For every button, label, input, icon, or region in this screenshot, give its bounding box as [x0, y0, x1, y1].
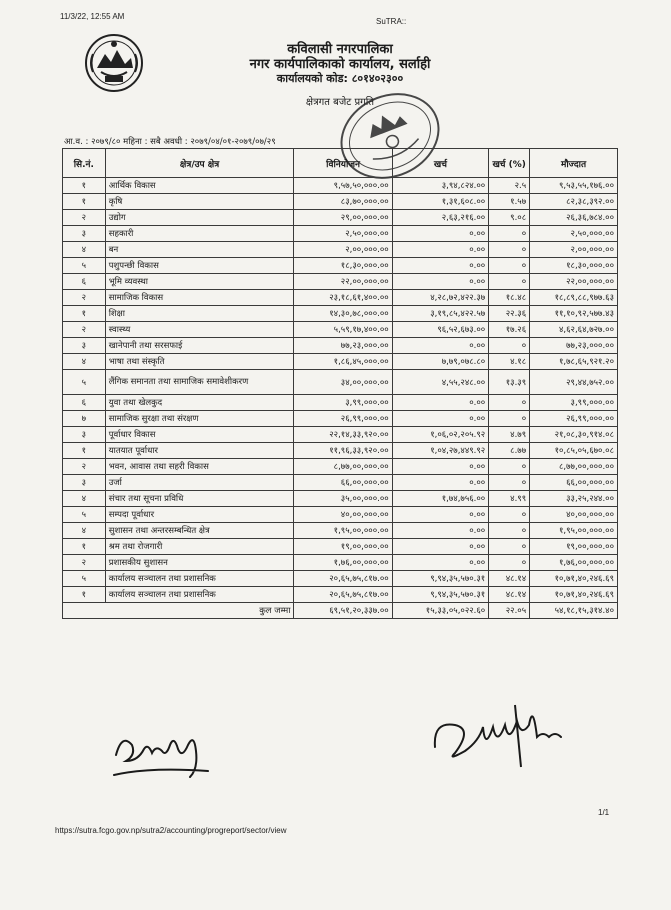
- row-appropriation: ९,५७,५०,०००.००: [294, 178, 392, 194]
- row-expenditure: ०.००: [392, 258, 489, 274]
- row-sn: २: [63, 290, 106, 306]
- row-balance: २९,४४,७५२.००: [530, 370, 618, 395]
- row-balance: ८२,३८,३९२.००: [530, 194, 618, 210]
- row-expenditure-pct: १३.३९: [489, 370, 530, 395]
- row-sector: कार्यालय सञ्चालन तथा प्रशासनिक: [105, 587, 294, 603]
- table-row: [63, 210, 618, 226]
- row-sn: १: [63, 178, 106, 194]
- row-sn: ५: [63, 507, 106, 523]
- row-expenditure-pct: ०: [489, 242, 530, 258]
- row-expenditure: ७,७९,०७८.८०: [392, 354, 489, 370]
- row-appropriation: २२,००,०००.००: [294, 274, 392, 290]
- report-filter: आ.व. : २०७९/८० महिना : सबै अवधी : २०७९/०४/०१-२०७९/०७/२९: [64, 137, 276, 147]
- row-appropriation: १८,३०,०००.००: [294, 258, 392, 274]
- table-row: [63, 459, 618, 475]
- row-sector: सहकारी: [105, 226, 294, 242]
- row-expenditure-pct: ०: [489, 411, 530, 427]
- row-appropriation: ३,९९,०००.००: [294, 395, 392, 411]
- row-expenditure: ९६,५२,६७३.००: [392, 322, 489, 338]
- row-sector: प्रशासकीय सुशासन: [105, 555, 294, 571]
- row-appropriation: २०,६५,७५,८१७.००: [294, 587, 392, 603]
- row-sn: २: [63, 555, 106, 571]
- total-appropriation: ६९,५१,२०,३३७.००: [294, 603, 392, 619]
- row-expenditure: १,०४,२७,४४९.९२: [392, 443, 489, 459]
- table-row: [63, 491, 618, 507]
- row-sn: ३: [63, 226, 106, 242]
- row-expenditure-pct: ८.७७: [489, 443, 530, 459]
- row-sector: कार्यालय सञ्चालन तथा प्रशासनिक: [105, 571, 294, 587]
- row-sector: आर्थिक विकास: [105, 178, 294, 194]
- print-app-name: SuTRA::: [376, 17, 407, 26]
- page-url: https://sutra.fcgo.gov.np/sutra2/accounting/progreport/sector/view: [55, 826, 287, 835]
- row-expenditure: १,०६,०२,२०५.९२: [392, 427, 489, 443]
- signature-left: [108, 715, 218, 785]
- row-balance: १९,००,०००.००: [530, 539, 618, 555]
- row-expenditure-pct: ०: [489, 226, 530, 242]
- row-expenditure-pct: १८.४८: [489, 290, 530, 306]
- row-expenditure-pct: ४८.१४: [489, 587, 530, 603]
- row-balance: ६६,००,०००.००: [530, 475, 618, 491]
- col-expenditure: खर्च: [392, 149, 489, 178]
- table-row: [63, 226, 618, 242]
- document-header: [160, 42, 520, 109]
- row-appropriation: २,००,०००.००: [294, 242, 392, 258]
- row-expenditure: ४,५५,२४८.००: [392, 370, 489, 395]
- col-sector: क्षेत्र/उप क्षेत्र: [105, 149, 294, 178]
- print-datetime: 11/3/22, 12:55 AM: [60, 12, 125, 21]
- row-expenditure: ०.००: [392, 459, 489, 475]
- row-expenditure: ०.००: [392, 226, 489, 242]
- row-sn: ४: [63, 523, 106, 539]
- row-balance: ३,९९,०००.००: [530, 395, 618, 411]
- row-sn: ५: [63, 370, 106, 395]
- row-expenditure-pct: ०: [489, 507, 530, 523]
- row-balance: ३३,२५,२४४.००: [530, 491, 618, 507]
- row-expenditure: ३,९४,८२४.००: [392, 178, 489, 194]
- row-expenditure-pct: १७.२६: [489, 322, 530, 338]
- row-sector: स्वास्थ्य: [105, 322, 294, 338]
- row-sector: लैंगिक समानता तथा सामाजिक समावेशीकरण: [105, 370, 294, 395]
- row-sn: ६: [63, 395, 106, 411]
- row-expenditure: ०.००: [392, 523, 489, 539]
- row-expenditure-pct: २२.३६: [489, 306, 530, 322]
- page-number: 1/1: [598, 808, 610, 817]
- row-expenditure: २,६३,२१६.००: [392, 210, 489, 226]
- row-balance: २६,९९,०००.००: [530, 411, 618, 427]
- row-appropriation: ८,७७,००,०००.००: [294, 459, 392, 475]
- row-sector: बन: [105, 242, 294, 258]
- report-title: क्षेत्रगत बजेट प्रगति: [305, 97, 375, 108]
- row-sector: श्रम तथा रोजगारी: [105, 539, 294, 555]
- row-expenditure: ०.००: [392, 395, 489, 411]
- row-sn: १: [63, 443, 106, 459]
- table-row: [63, 370, 618, 395]
- table-row: [63, 274, 618, 290]
- table-row: [63, 354, 618, 370]
- row-expenditure-pct: ०: [489, 539, 530, 555]
- sector-budget-table: [62, 148, 618, 619]
- table-row: [63, 178, 618, 194]
- row-expenditure: ०.००: [392, 539, 489, 555]
- row-balance: १०,७१,४०,२४६.६९: [530, 587, 618, 603]
- row-sn: ७: [63, 411, 106, 427]
- row-sn: ४: [63, 491, 106, 507]
- table-total-row: [63, 603, 618, 619]
- row-expenditure: ०.००: [392, 338, 489, 354]
- row-sector: पूर्वाधार विकास: [105, 427, 294, 443]
- row-sn: २: [63, 459, 106, 475]
- table-row: [63, 338, 618, 354]
- row-sector: भाषा तथा संस्कृति: [105, 354, 294, 370]
- row-sn: ३: [63, 338, 106, 354]
- row-sector: सामाजिक विकास: [105, 290, 294, 306]
- row-balance: १,७८,६५,९२१.२०: [530, 354, 618, 370]
- row-expenditure: ९,९४,३५,५७०.३१: [392, 571, 489, 587]
- signature-right: [425, 697, 575, 777]
- row-balance: १८,८९,८८,९७७.६३: [530, 290, 618, 306]
- row-sn: ५: [63, 571, 106, 587]
- table-row: [63, 475, 618, 491]
- row-expenditure: ०.००: [392, 555, 489, 571]
- nepal-emblem-icon: [83, 32, 145, 94]
- row-expenditure: ०.००: [392, 475, 489, 491]
- row-balance: १,७६,००,०००.००: [530, 555, 618, 571]
- row-balance: २२,००,०००.००: [530, 274, 618, 290]
- row-balance: १,९५,००,०००.००: [530, 523, 618, 539]
- row-balance: २६,३६,७८४.००: [530, 210, 618, 226]
- table-row: [63, 571, 618, 587]
- row-appropriation: ३४,००,०००.००: [294, 370, 392, 395]
- row-balance: २,५०,०००.००: [530, 226, 618, 242]
- row-balance: ४,६२,६४,७२७.००: [530, 322, 618, 338]
- row-sn: ५: [63, 258, 106, 274]
- row-expenditure: १,३१,६०८.००: [392, 194, 489, 210]
- row-expenditure: १,७४,७५६.००: [392, 491, 489, 507]
- row-expenditure: ३,१९,८५,४२२.५७: [392, 306, 489, 322]
- row-expenditure: ०.००: [392, 274, 489, 290]
- row-balance: १८,३०,०००.००: [530, 258, 618, 274]
- row-sector: सामाजिक सुरक्षा तथा संरक्षण: [105, 411, 294, 427]
- table-row: [63, 523, 618, 539]
- total-balance: ५४,१८,१५,३१४.४०: [530, 603, 618, 619]
- col-expenditure-pct: खर्च (%): [489, 149, 530, 178]
- row-appropriation: २९,००,०००.००: [294, 210, 392, 226]
- total-label: कुल जम्मा: [63, 603, 294, 619]
- row-balance: १०,७१,४०,२४६.६९: [530, 571, 618, 587]
- row-expenditure-pct: ०: [489, 395, 530, 411]
- table-row: [63, 539, 618, 555]
- col-sn: सि.नं.: [63, 149, 106, 178]
- table-row: [63, 507, 618, 523]
- row-sn: ३: [63, 475, 106, 491]
- row-sn: १: [63, 194, 106, 210]
- row-appropriation: १४,३०,७८,०००.००: [294, 306, 392, 322]
- total-expenditure: १५,३३,०५,०२२.६०: [392, 603, 489, 619]
- row-appropriation: ११,९६,३३,९२०.००: [294, 443, 392, 459]
- row-sector: उर्जा: [105, 475, 294, 491]
- table-row: [63, 443, 618, 459]
- row-expenditure: ०.००: [392, 242, 489, 258]
- row-balance: २१,०८,३०,९१४.०८: [530, 427, 618, 443]
- table-row: [63, 395, 618, 411]
- row-expenditure: ४,२८,७२,४२२.३७: [392, 290, 489, 306]
- row-appropriation: ४०,००,०००.००: [294, 507, 392, 523]
- row-sector: युवा तथा खेलकुद: [105, 395, 294, 411]
- table-row: [63, 322, 618, 338]
- row-appropriation: ८३,७०,०००.००: [294, 194, 392, 210]
- row-sector: यातयात पूर्वाधार: [105, 443, 294, 459]
- row-expenditure-pct: ४.७९: [489, 427, 530, 443]
- row-sector: भूमि व्यवस्था: [105, 274, 294, 290]
- row-expenditure: ९,९४,३५,५७०.३१: [392, 587, 489, 603]
- row-appropriation: २६,९९,०००.००: [294, 411, 392, 427]
- row-sn: २: [63, 322, 106, 338]
- row-balance: ८,७७,००,०००.००: [530, 459, 618, 475]
- row-sn: ३: [63, 427, 106, 443]
- row-sector: कृषि: [105, 194, 294, 210]
- table-row: [63, 427, 618, 443]
- table-row: [63, 411, 618, 427]
- row-expenditure-pct: ९.०८: [489, 210, 530, 226]
- row-balance: ९,५३,५५,१७६.००: [530, 178, 618, 194]
- row-appropriation: ५,५९,१७,४००.००: [294, 322, 392, 338]
- office-code: कार्यालयको कोड: ८०१४०२३००: [276, 72, 404, 85]
- row-appropriation: १,८६,४५,०००.००: [294, 354, 392, 370]
- row-sn: १: [63, 539, 106, 555]
- row-sn: २: [63, 210, 106, 226]
- table-row: [63, 290, 618, 306]
- row-appropriation: १,७६,००,०००.००: [294, 555, 392, 571]
- row-expenditure: ०.००: [392, 411, 489, 427]
- row-appropriation: १९,००,०००.००: [294, 539, 392, 555]
- row-appropriation: ३५,००,०००.००: [294, 491, 392, 507]
- table-row: [63, 258, 618, 274]
- row-balance: १०,८५,०५,६७०.०८: [530, 443, 618, 459]
- row-appropriation: २२,१४,३३,९२०.००: [294, 427, 392, 443]
- row-sn: ४: [63, 242, 106, 258]
- row-sn: ४: [63, 354, 106, 370]
- row-expenditure-pct: ०: [489, 523, 530, 539]
- total-expenditure-pct: २२.०५: [489, 603, 530, 619]
- col-appropriation: विनियोजन: [294, 149, 392, 178]
- row-expenditure-pct: ०: [489, 459, 530, 475]
- row-sn: १: [63, 587, 106, 603]
- row-expenditure-pct: ०: [489, 258, 530, 274]
- row-appropriation: २,५०,०००.००: [294, 226, 392, 242]
- row-expenditure-pct: १.५७: [489, 194, 530, 210]
- row-expenditure-pct: ०: [489, 555, 530, 571]
- table-row: [63, 306, 618, 322]
- table-header-row: [63, 149, 618, 178]
- row-sector: उद्योग: [105, 210, 294, 226]
- row-sn: १: [63, 306, 106, 322]
- row-expenditure-pct: २.५: [489, 178, 530, 194]
- row-expenditure-pct: ०: [489, 475, 530, 491]
- row-sector: संचार तथा सूचना प्रविधि: [105, 491, 294, 507]
- row-expenditure-pct: ४८.१४: [489, 571, 530, 587]
- row-balance: ११,१०,९२,५७७.४३: [530, 306, 618, 322]
- row-balance: ७७,२३,०००.००: [530, 338, 618, 354]
- row-appropriation: २०,६५,७५,८१७.००: [294, 571, 392, 587]
- row-balance: २,००,०००.००: [530, 242, 618, 258]
- row-appropriation: ७७,२३,०००.००: [294, 338, 392, 354]
- table-row: [63, 242, 618, 258]
- col-balance: मौज्दात: [530, 149, 618, 178]
- row-sector: सुशासन तथा अन्तरसम्बन्धित क्षेत्र: [105, 523, 294, 539]
- table-row: [63, 587, 618, 603]
- row-expenditure-pct: ०: [489, 338, 530, 354]
- table-row: [63, 555, 618, 571]
- row-sn: ६: [63, 274, 106, 290]
- municipality-name: कविलासी नगरपालिका: [287, 42, 393, 57]
- row-appropriation: ६६,००,०००.००: [294, 475, 392, 491]
- row-appropriation: १,९५,००,०००.००: [294, 523, 392, 539]
- table-row: [63, 194, 618, 210]
- row-sector: पशुपन्छी विकास: [105, 258, 294, 274]
- row-expenditure-pct: ४.९९: [489, 491, 530, 507]
- row-sector: शिक्षा: [105, 306, 294, 322]
- row-sector: खानेपानी तथा सरसफाई: [105, 338, 294, 354]
- row-expenditure-pct: ४.१८: [489, 354, 530, 370]
- row-sector: सम्पदा पूर्वाधार: [105, 507, 294, 523]
- row-expenditure: ०.००: [392, 507, 489, 523]
- row-sector: भवन, आवास तथा सहरी विकास: [105, 459, 294, 475]
- office-name: नगर कार्यपालिकाको कार्यालय, सर्लाही: [249, 57, 431, 72]
- row-expenditure-pct: ०: [489, 274, 530, 290]
- row-appropriation: २३,१८,६१,४००.००: [294, 290, 392, 306]
- row-balance: ४०,००,०००.००: [530, 507, 618, 523]
